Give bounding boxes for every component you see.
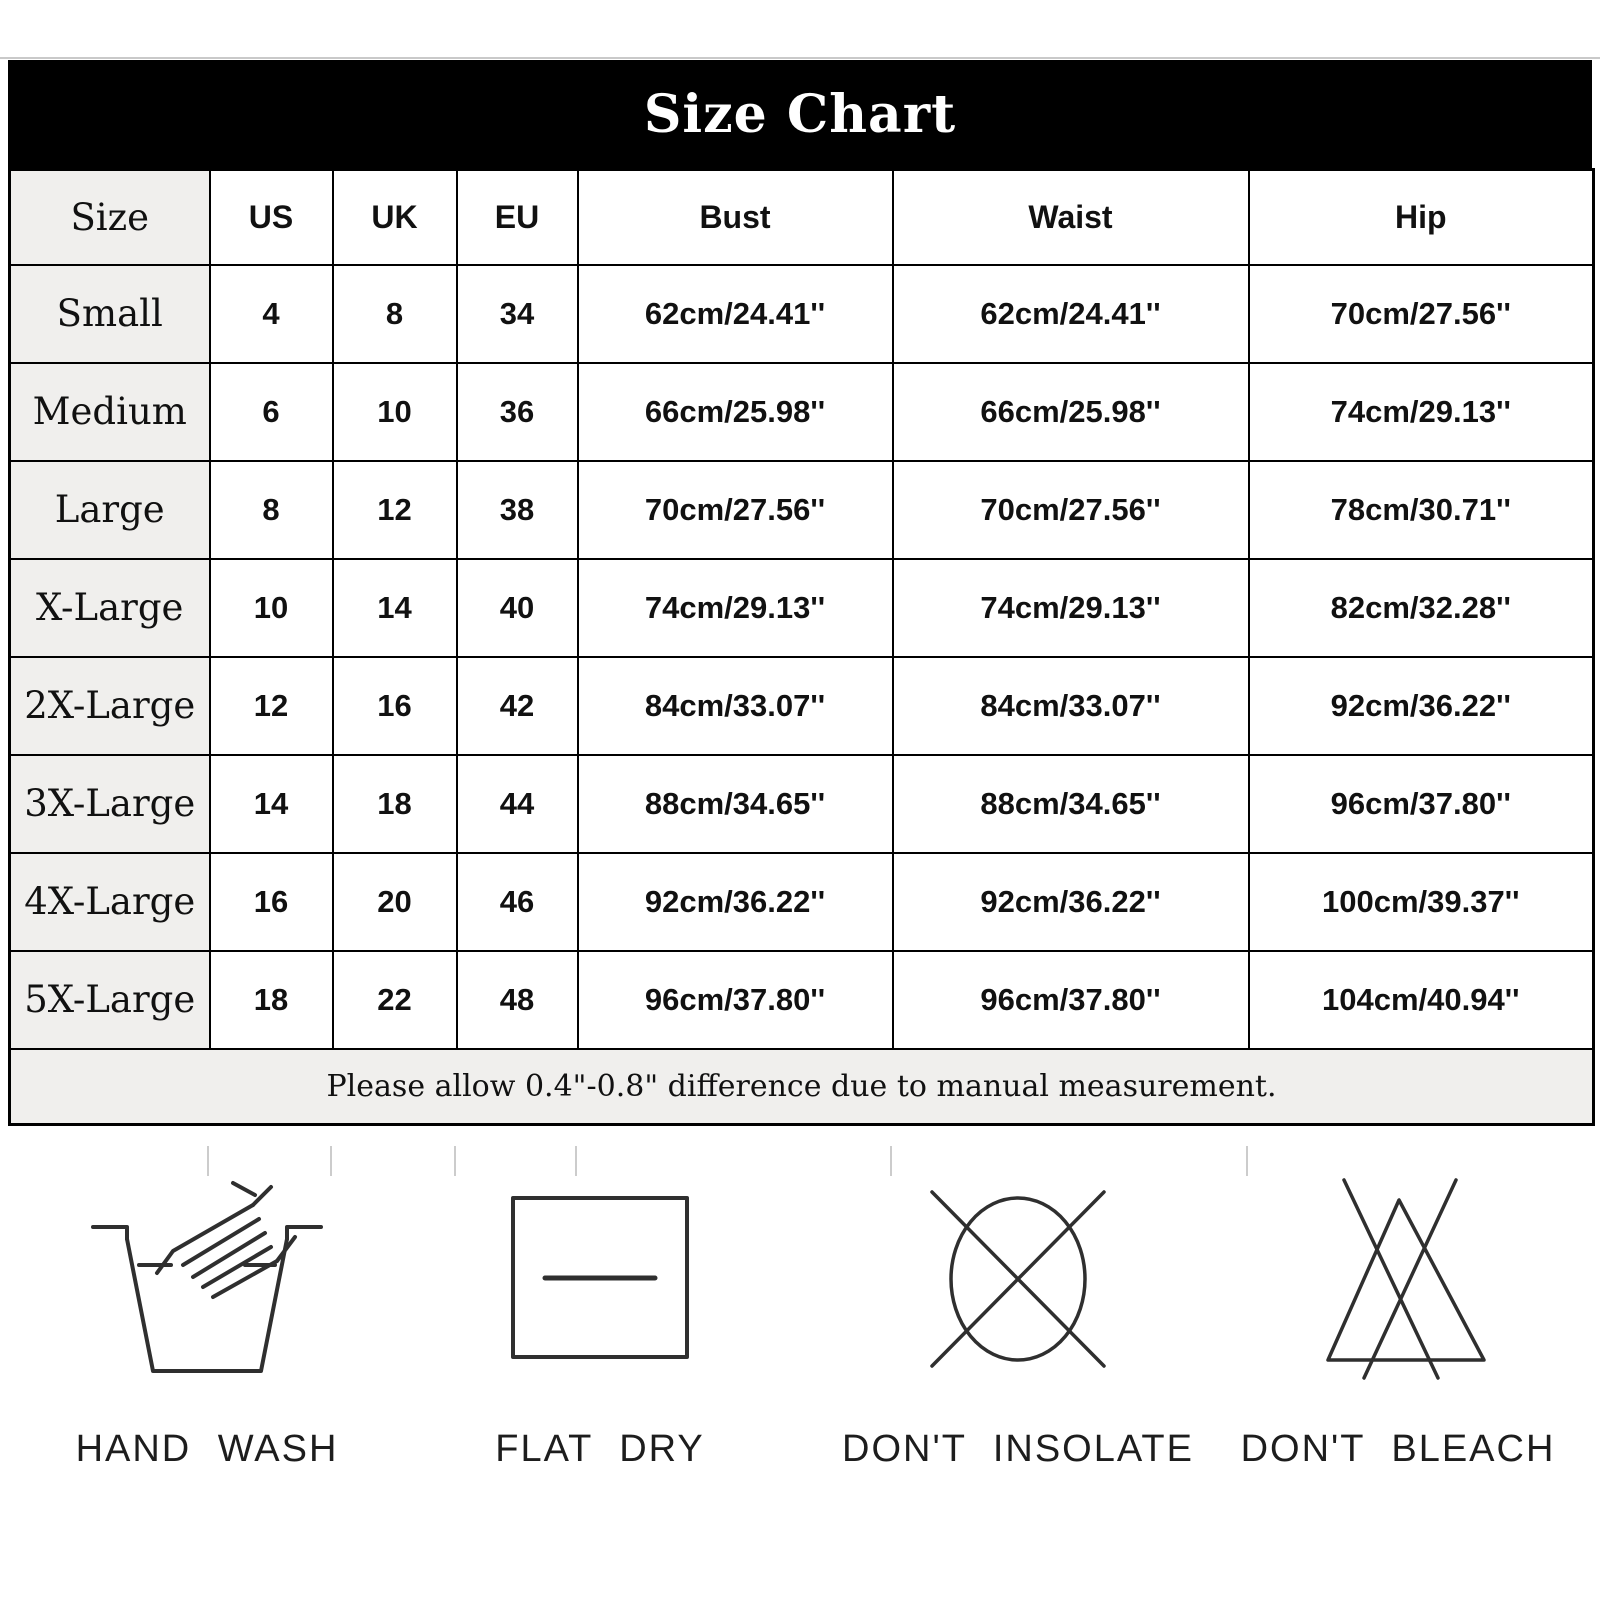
cell-bust: 84cm/33.07'' <box>578 657 893 755</box>
top-divider-line <box>0 57 1600 59</box>
cell-bust: 92cm/36.22'' <box>578 853 893 951</box>
care-item-dont-bleach <box>1218 1165 1578 1471</box>
cell-uk: 12 <box>333 461 457 559</box>
flat-dry-icon <box>505 1165 695 1390</box>
cell-size: Large <box>10 461 210 559</box>
cell-bust: 74cm/29.13'' <box>578 559 893 657</box>
cell-uk: 20 <box>333 853 457 951</box>
care-item-hand-wash <box>27 1165 387 1471</box>
cell-us: 10 <box>210 559 333 657</box>
cell-waist: 66cm/25.98'' <box>893 363 1249 461</box>
cell-eu: 44 <box>457 755 578 853</box>
cell-waist: 92cm/36.22'' <box>893 853 1249 951</box>
cell-eu: 40 <box>457 559 578 657</box>
cell-hip: 104cm/40.94'' <box>1249 951 1594 1049</box>
cell-us: 8 <box>210 461 333 559</box>
cell-uk: 14 <box>333 559 457 657</box>
cell-bust: 70cm/27.56'' <box>578 461 893 559</box>
cell-uk: 22 <box>333 951 457 1049</box>
cell-eu: 46 <box>457 853 578 951</box>
column-header-bust: Bust <box>578 170 893 265</box>
table-row <box>10 657 1594 755</box>
size-chart-banner <box>8 60 1592 168</box>
cell-uk: 18 <box>333 755 457 853</box>
table-row <box>10 461 1594 559</box>
cell-us: 18 <box>210 951 333 1049</box>
cell-eu: 42 <box>457 657 578 755</box>
cell-eu: 34 <box>457 265 578 363</box>
cell-eu: 38 <box>457 461 578 559</box>
cell-us: 14 <box>210 755 333 853</box>
column-header-eu: EU <box>457 170 578 265</box>
cell-size: 3X-Large <box>10 755 210 853</box>
cell-hip: 92cm/36.22'' <box>1249 657 1594 755</box>
cell-us: 6 <box>210 363 333 461</box>
cell-hip: 82cm/32.28'' <box>1249 559 1594 657</box>
cell-bust: 96cm/37.80'' <box>578 951 893 1049</box>
cell-hip: 74cm/29.13'' <box>1249 363 1594 461</box>
size-table <box>8 168 1595 1126</box>
cell-waist: 88cm/34.65'' <box>893 755 1249 853</box>
cell-waist: 62cm/24.41'' <box>893 265 1249 363</box>
cell-size: 2X-Large <box>10 657 210 755</box>
column-header-hip: Hip <box>1249 170 1594 265</box>
table-note-row <box>10 1049 1594 1125</box>
cell-size: 5X-Large <box>10 951 210 1049</box>
cell-bust: 88cm/34.65'' <box>578 755 893 853</box>
cell-waist: 96cm/37.80'' <box>893 951 1249 1049</box>
table-row <box>10 853 1594 951</box>
cell-size: 4X-Large <box>10 853 210 951</box>
hand-wash-icon <box>87 1165 327 1390</box>
cell-size: Medium <box>10 363 210 461</box>
cell-hip: 96cm/37.80'' <box>1249 755 1594 853</box>
size-chart <box>8 60 1592 1126</box>
measurement-note: Please allow 0.4"-0.8" difference due to manual measurement. <box>10 1049 1594 1125</box>
cell-hip: 70cm/27.56'' <box>1249 265 1594 363</box>
page-title: Size Chart <box>643 83 957 145</box>
care-label: HAND WASH <box>75 1428 339 1470</box>
cell-bust: 62cm/24.41'' <box>578 265 893 363</box>
cell-waist: 74cm/29.13'' <box>893 559 1249 657</box>
column-header-size: Size <box>10 170 210 265</box>
cell-eu: 48 <box>457 951 578 1049</box>
cell-hip: 100cm/39.37'' <box>1249 853 1594 951</box>
cell-us: 16 <box>210 853 333 951</box>
cell-uk: 10 <box>333 363 457 461</box>
cell-waist: 70cm/27.56'' <box>893 461 1249 559</box>
column-header-waist: Waist <box>893 170 1249 265</box>
table-row <box>10 265 1594 363</box>
care-label: FLAT DRY <box>495 1428 705 1470</box>
column-header-us: US <box>210 170 333 265</box>
care-instructions <box>0 1165 1600 1485</box>
cell-us: 4 <box>210 265 333 363</box>
dont-insolate-icon <box>906 1165 1130 1390</box>
table-row <box>10 363 1594 461</box>
care-label: DON'T BLEACH <box>1240 1428 1556 1470</box>
cell-hip: 78cm/30.71'' <box>1249 461 1594 559</box>
table-row <box>10 755 1594 853</box>
table-header-row <box>10 170 1594 265</box>
dont-bleach-icon <box>1286 1165 1510 1390</box>
column-header-uk: UK <box>333 170 457 265</box>
cell-uk: 16 <box>333 657 457 755</box>
cell-eu: 36 <box>457 363 578 461</box>
care-item-flat-dry <box>420 1165 780 1471</box>
cell-uk: 8 <box>333 265 457 363</box>
care-item-dont-insolate <box>838 1165 1198 1471</box>
cell-waist: 84cm/33.07'' <box>893 657 1249 755</box>
cell-size: X-Large <box>10 559 210 657</box>
cell-us: 12 <box>210 657 333 755</box>
care-label: DON'T INSOLATE <box>842 1428 1194 1470</box>
table-row <box>10 951 1594 1049</box>
cell-size: Small <box>10 265 210 363</box>
table-row <box>10 559 1594 657</box>
cell-bust: 66cm/25.98'' <box>578 363 893 461</box>
